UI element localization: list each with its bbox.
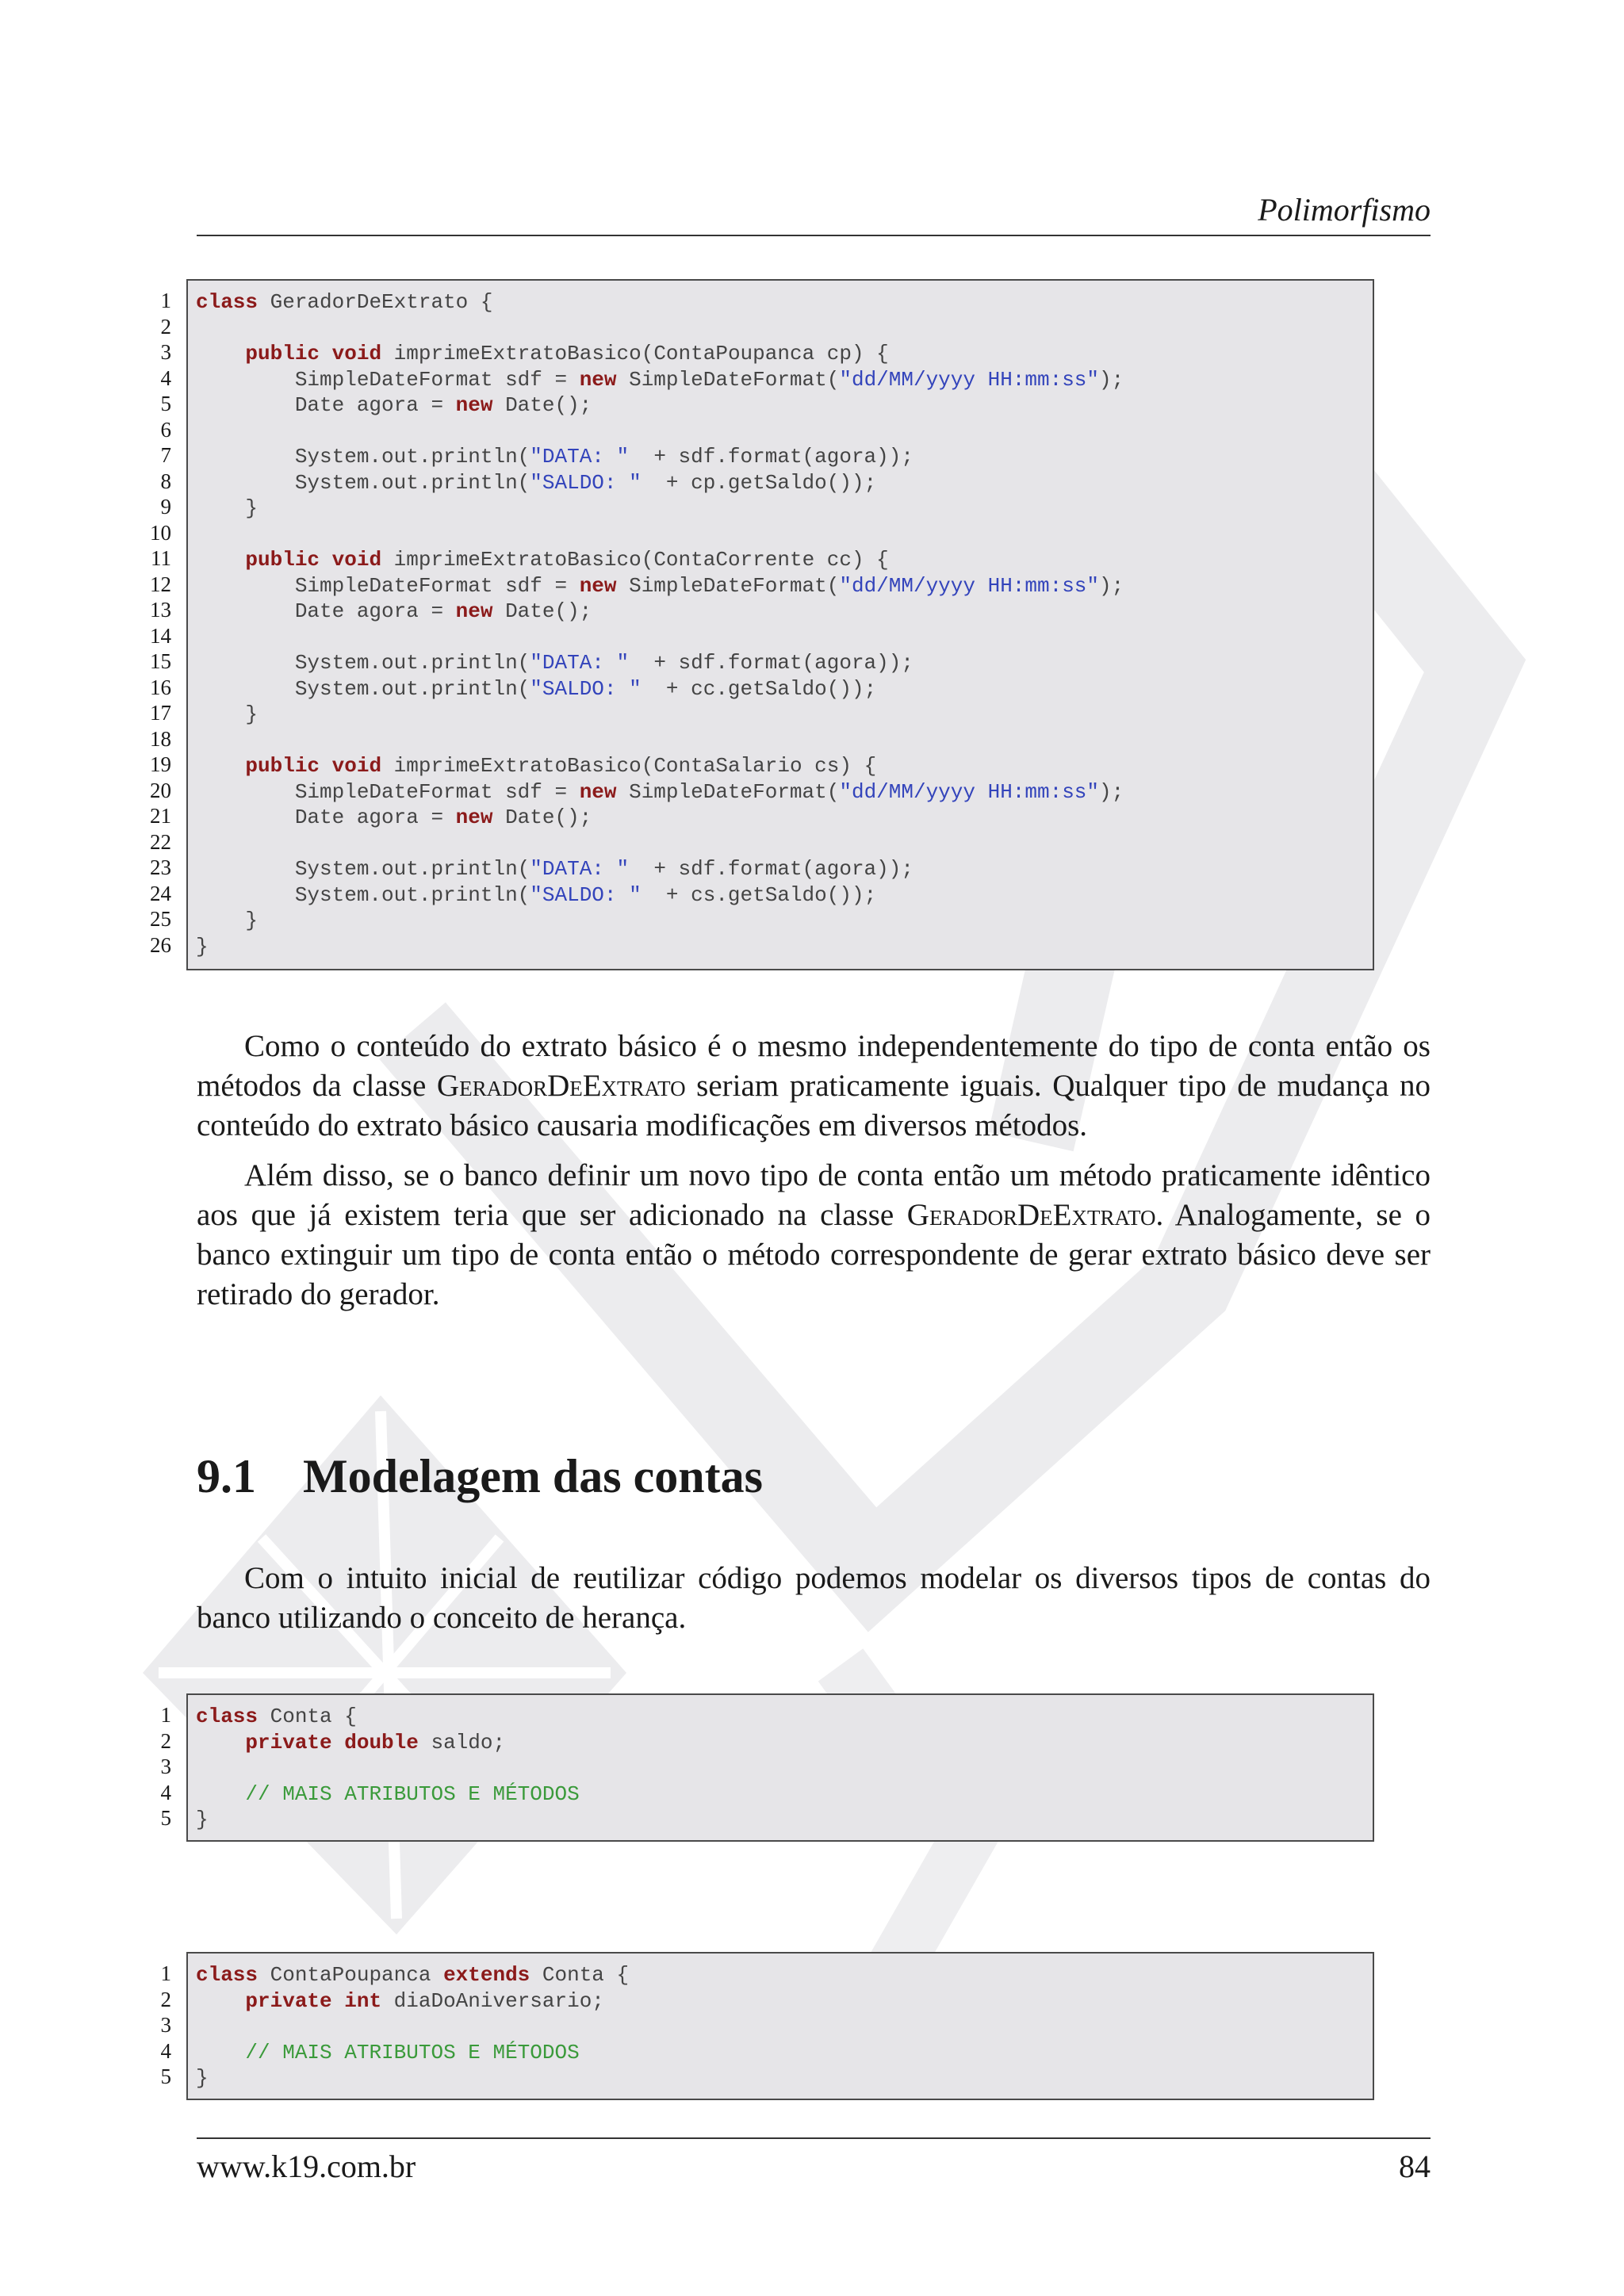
code-string: "dd/MM/yyyy HH:mm:ss" xyxy=(839,573,1100,598)
code-line xyxy=(196,856,1365,882)
code-line xyxy=(196,702,1365,728)
code-text: ContaPoupanca xyxy=(258,1963,444,1987)
line-number: 22 xyxy=(150,829,171,854)
code-text: System.out.println( xyxy=(196,857,530,881)
code-text: Date agora = xyxy=(196,393,456,417)
code-text xyxy=(332,1989,345,2013)
line-number: 4 xyxy=(160,1780,171,1804)
line-number: 26 xyxy=(150,932,171,957)
code-text: SimpleDateFormat( xyxy=(616,573,840,598)
code-text: saldo; xyxy=(418,1730,506,1755)
line-number: 3 xyxy=(160,340,171,364)
paragraph-novo-tipo-de-conta: Além disso, se o banco definir um novo tipo de conta então um método praticamente idêntico aos que já existem teria que ser adicionado na classe GeradorDeExtrato. Analogamente, se o banco extinguir um tipo de conta então o método correspondente de gerar extrato básico deve ser retirado do gerador. xyxy=(197,1158,1431,1311)
code-line xyxy=(196,831,1365,857)
code-line xyxy=(196,1988,1365,2015)
section-heading xyxy=(197,1448,763,1505)
line-number: 1 xyxy=(160,289,171,312)
code-text: Date(); xyxy=(492,393,592,417)
line-number: 21 xyxy=(150,804,171,828)
code-line xyxy=(196,392,1365,419)
line-number: 14 xyxy=(150,623,171,648)
code-keyword: public xyxy=(245,548,320,572)
code-text: } xyxy=(196,934,209,959)
code-text xyxy=(196,1731,245,1755)
code-line xyxy=(196,650,1365,676)
code-line xyxy=(196,367,1365,393)
code-keyword: class xyxy=(196,290,259,314)
code-comment: // MAIS ATRIBUTOS E MÉTODOS xyxy=(245,1781,580,1806)
line-number: 19 xyxy=(150,752,171,776)
line-number: 4 xyxy=(160,365,171,390)
footer-rule xyxy=(197,2137,1431,2139)
code-text: + sdf.format(agora)); xyxy=(629,651,914,675)
line-number: 9 xyxy=(160,495,171,519)
code-keyword: class xyxy=(196,1705,259,1728)
code-keyword: public xyxy=(245,754,320,778)
code-text: Date(); xyxy=(492,806,592,829)
code-line xyxy=(196,2014,1365,2040)
line-number: 4 xyxy=(160,2038,171,2063)
code-text xyxy=(196,2041,245,2064)
code-line xyxy=(196,728,1365,754)
code-line xyxy=(196,882,1365,909)
code-text xyxy=(196,1989,245,2013)
code-comment: // MAIS ATRIBUTOS E MÉTODOS xyxy=(245,2040,580,2064)
line-number: 5 xyxy=(160,2064,171,2088)
line-number: 8 xyxy=(160,469,171,493)
code-text: System.out.println( xyxy=(196,676,530,701)
code-line xyxy=(196,1755,1365,1781)
line-number: 1 xyxy=(160,1703,171,1727)
code-text: } xyxy=(196,1808,209,1831)
code-line xyxy=(196,419,1365,445)
code-line xyxy=(196,908,1365,934)
code-line xyxy=(196,341,1365,367)
code-keyword: new xyxy=(579,573,617,598)
code-text: Date agora = xyxy=(196,806,456,829)
code-keyword: new xyxy=(579,779,617,804)
code-string: "SALDO: " xyxy=(530,470,642,495)
line-number: 2 xyxy=(160,314,171,339)
line-number: 15 xyxy=(150,649,171,673)
code-line xyxy=(196,470,1365,496)
code-line xyxy=(196,779,1365,806)
code-keyword: new xyxy=(455,806,493,829)
code-text xyxy=(320,548,332,572)
line-number: 11 xyxy=(151,546,171,570)
code-line xyxy=(196,1704,1365,1730)
line-number: 6 xyxy=(160,417,171,442)
code-keyword: private xyxy=(245,1730,332,1755)
line-number: 10 xyxy=(150,520,171,545)
code-keyword: private xyxy=(245,1988,332,2013)
code-text: SimpleDateFormat sdf = xyxy=(196,573,580,598)
line-number: 16 xyxy=(150,675,171,699)
code-line xyxy=(196,1781,1365,1808)
code-block xyxy=(186,1952,1374,2100)
code-keyword: void xyxy=(331,548,382,572)
code-text: + cp.getSaldo()); xyxy=(641,470,877,495)
code-text: Conta { xyxy=(530,1963,630,1987)
line-numbers xyxy=(135,1961,171,2090)
line-numbers xyxy=(135,1702,171,1831)
code-line xyxy=(196,1807,1365,1833)
section-number: 9.1 xyxy=(197,1450,256,1502)
code-text: Date(); xyxy=(492,599,592,623)
code-keyword: public xyxy=(245,342,320,365)
class-name-gerador-de-extrato: GeradorDeExtrato xyxy=(436,1069,686,1103)
code-line xyxy=(196,753,1365,779)
code-text: System.out.println( xyxy=(196,445,530,469)
code-text: System.out.println( xyxy=(196,651,530,675)
code-block xyxy=(186,1693,1374,1842)
code-text xyxy=(196,548,245,572)
code-text: } xyxy=(196,496,259,520)
code-keyword: new xyxy=(455,393,493,417)
line-number: 12 xyxy=(150,572,171,596)
line-number: 17 xyxy=(150,701,171,725)
code-keyword: int xyxy=(344,1988,382,2013)
code-line xyxy=(196,289,1365,316)
code-text xyxy=(196,754,245,778)
code-text: System.out.println( xyxy=(196,470,530,495)
code-text: imprimeExtratoBasico(ContaCorrente cc) { xyxy=(381,548,889,572)
code-text: GeradorDeExtrato { xyxy=(258,290,493,314)
code-text: SimpleDateFormat( xyxy=(616,779,840,804)
line-number: 25 xyxy=(150,907,171,931)
paragraph-extrato-basico: Como o conteúdo do extrato básico é o mesmo independentemente do tipo de conta então os métodos da classe GeradorDeExtrato seriam praticamente iguais. Qualquer tipo de mudança no conteúdo do extrato básico causaria modificações em diversos métodos. xyxy=(197,1029,1431,1142)
code-line xyxy=(196,2065,1365,2091)
line-number: 23 xyxy=(150,855,171,879)
code-listing-gerador-de-extrato xyxy=(135,279,1378,970)
code-line xyxy=(196,496,1365,522)
line-number: 5 xyxy=(160,392,171,415)
code-text: } xyxy=(196,2066,209,2090)
line-number: 2 xyxy=(160,1728,171,1753)
code-line xyxy=(196,316,1365,342)
running-title: Polimorfismo xyxy=(1258,192,1431,228)
section-title: Modelagem das contas xyxy=(303,1450,763,1502)
code-string: "DATA: " xyxy=(530,445,630,469)
code-text: + sdf.format(agora)); xyxy=(629,857,914,881)
code-text: Conta { xyxy=(258,1705,357,1728)
code-text: System.out.println( xyxy=(196,882,530,907)
code-line xyxy=(196,805,1365,831)
code-keyword: new xyxy=(579,367,617,392)
code-line xyxy=(196,547,1365,573)
line-number: 5 xyxy=(160,1806,171,1830)
code-text: + cs.getSaldo()); xyxy=(641,882,877,907)
code-line xyxy=(196,625,1365,651)
code-text xyxy=(196,342,245,365)
line-number: 24 xyxy=(150,881,171,905)
code-block xyxy=(186,279,1374,970)
code-text: ); xyxy=(1099,779,1124,804)
code-line xyxy=(196,522,1365,548)
code-text xyxy=(196,1782,245,1806)
code-line xyxy=(196,573,1365,599)
code-string: "SALDO: " xyxy=(530,882,642,907)
code-text: } xyxy=(196,702,259,726)
line-number: 3 xyxy=(160,2013,171,2037)
code-keyword: class xyxy=(196,1963,259,1987)
line-number: 7 xyxy=(160,443,171,467)
code-line xyxy=(196,676,1365,702)
code-line xyxy=(196,934,1365,960)
code-line xyxy=(196,599,1365,625)
code-text: SimpleDateFormat sdf = xyxy=(196,779,580,804)
code-text: ); xyxy=(1099,573,1124,598)
line-number: 20 xyxy=(150,778,171,802)
code-string: "dd/MM/yyyy HH:mm:ss" xyxy=(839,367,1100,392)
line-number: 1 xyxy=(160,1961,171,1985)
code-text: imprimeExtratoBasico(ContaPoupanca cp) { xyxy=(381,342,889,365)
line-numbers xyxy=(135,288,171,958)
code-text: + sdf.format(agora)); xyxy=(629,445,914,469)
class-name-gerador-de-extrato: GeradorDeExtrato xyxy=(906,1198,1156,1232)
code-line xyxy=(196,1730,1365,1756)
code-string: "dd/MM/yyyy HH:mm:ss" xyxy=(839,779,1100,804)
code-keyword: extends xyxy=(443,1963,530,1987)
code-text: imprimeExtratoBasico(ContaSalario cs) { xyxy=(381,754,877,778)
code-keyword: new xyxy=(455,599,493,623)
code-listing-conta xyxy=(135,1693,1378,1842)
code-keyword: void xyxy=(331,754,382,778)
code-text: ); xyxy=(1099,367,1124,392)
footer-url: www.k19.com.br xyxy=(197,2149,416,2184)
code-keyword: void xyxy=(331,342,382,365)
code-text xyxy=(332,1731,345,1755)
code-text: diaDoAniversario; xyxy=(381,1988,604,2013)
code-text: } xyxy=(196,909,259,932)
code-string: "SALDO: " xyxy=(530,676,642,701)
code-string: "DATA: " xyxy=(530,651,630,675)
line-number: 2 xyxy=(160,1987,171,2011)
code-line xyxy=(196,1962,1365,1988)
line-number: 18 xyxy=(150,726,171,751)
line-number: 3 xyxy=(160,1755,171,1778)
line-number: 13 xyxy=(150,598,171,622)
code-keyword: double xyxy=(344,1730,419,1755)
page-number: 84 xyxy=(1399,2149,1431,2184)
code-text: SimpleDateFormat( xyxy=(616,367,840,392)
code-text xyxy=(320,754,332,778)
code-text: Date agora = xyxy=(196,599,456,623)
header-rule xyxy=(197,235,1431,236)
paragraph-heranca: Com o intuito inicial de reutilizar código podemos modelar os diversos tipos de contas do banco utilizando o conceito de herança. xyxy=(197,1561,1431,1635)
code-string: "DATA: " xyxy=(530,857,630,881)
code-text: + cc.getSaldo()); xyxy=(641,676,877,701)
code-text: SimpleDateFormat sdf = xyxy=(196,367,580,392)
code-listing-conta-poupanca xyxy=(135,1952,1378,2100)
code-line xyxy=(196,444,1365,470)
code-text xyxy=(320,342,332,365)
code-line xyxy=(196,2040,1365,2066)
